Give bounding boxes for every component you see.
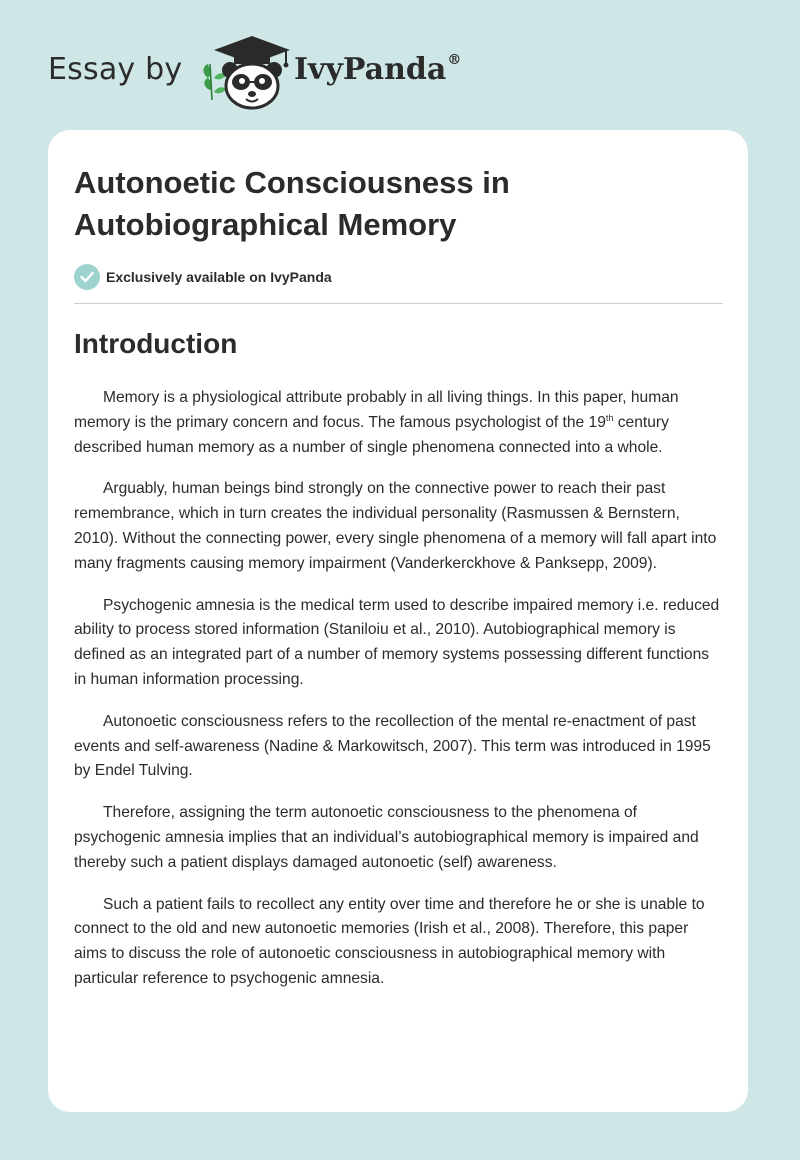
essay-title: Autonoetic Consciousness in Autobiographical Memory (74, 165, 510, 242)
divider (74, 303, 723, 304)
paragraph: Psychogenic amnesia is the medical term used to describe impaired memory i.e. reduced ability to process stored information (Staniloiu et al., 2010). Autobiographical memory is defined as an integrated part of a number of memory systems possessing different functions in human information processing. (74, 596, 720, 688)
essay-by-label: Essay by (48, 52, 183, 87)
essay-card (48, 130, 748, 1112)
paragraph: Autonoetic consciousness refers to the recollection of the mental re-enactment of past events and self-awareness (Nadine & Markowitsch, 2007). This term was introduced in 1995 by Endel Tulving. (74, 712, 711, 780)
check-icon (74, 264, 100, 290)
brand-logo-text[interactable]: IvyPanda® (294, 52, 462, 87)
article-body (74, 386, 723, 1009)
paragraph: Memory is a physiological attribute probably in all living things. In this paper, human memory is the primary concern and focus. The famous psychologist of the 19th century described human memory as a number of single phenomena connected into a whole. (74, 389, 679, 456)
registered-mark: ® (447, 52, 462, 68)
panda-graduate-icon[interactable] (200, 34, 296, 110)
exclusive-badge-label: Exclusively available on IvyPanda (106, 269, 332, 285)
site-header (48, 30, 508, 110)
exclusive-badge (74, 264, 332, 290)
section-heading: Introduction (74, 328, 238, 359)
paragraph: Therefore, assigning the term autonoetic consciousness to the phenomena of psychogenic amnesia implies that an individual’s autobiographical memory is impaired and thereby such a patient displays damaged autonoetic (self) awareness. (74, 804, 699, 871)
paragraph: Such a patient fails to recollect any entity over time and therefore he or she is unable to connect to the old and new autonoetic memories (Irish et al., 2008). Therefore, this paper aims to discuss the role of autonoetic consciousness in autobiographical memory with particular reference to psychogenic amnesia. (74, 895, 705, 987)
paragraph: Arguably, human beings bind strongly on the connective power to reach their past remembrance, which in turn creates the individual personality (Rasmussen & Bernstern, 2010). Without the connecting power, every single phenomena of a memory will fall apart into many fragments causing memory impairment (Vanderkerckhove & Panksepp, 2009). (74, 480, 717, 572)
